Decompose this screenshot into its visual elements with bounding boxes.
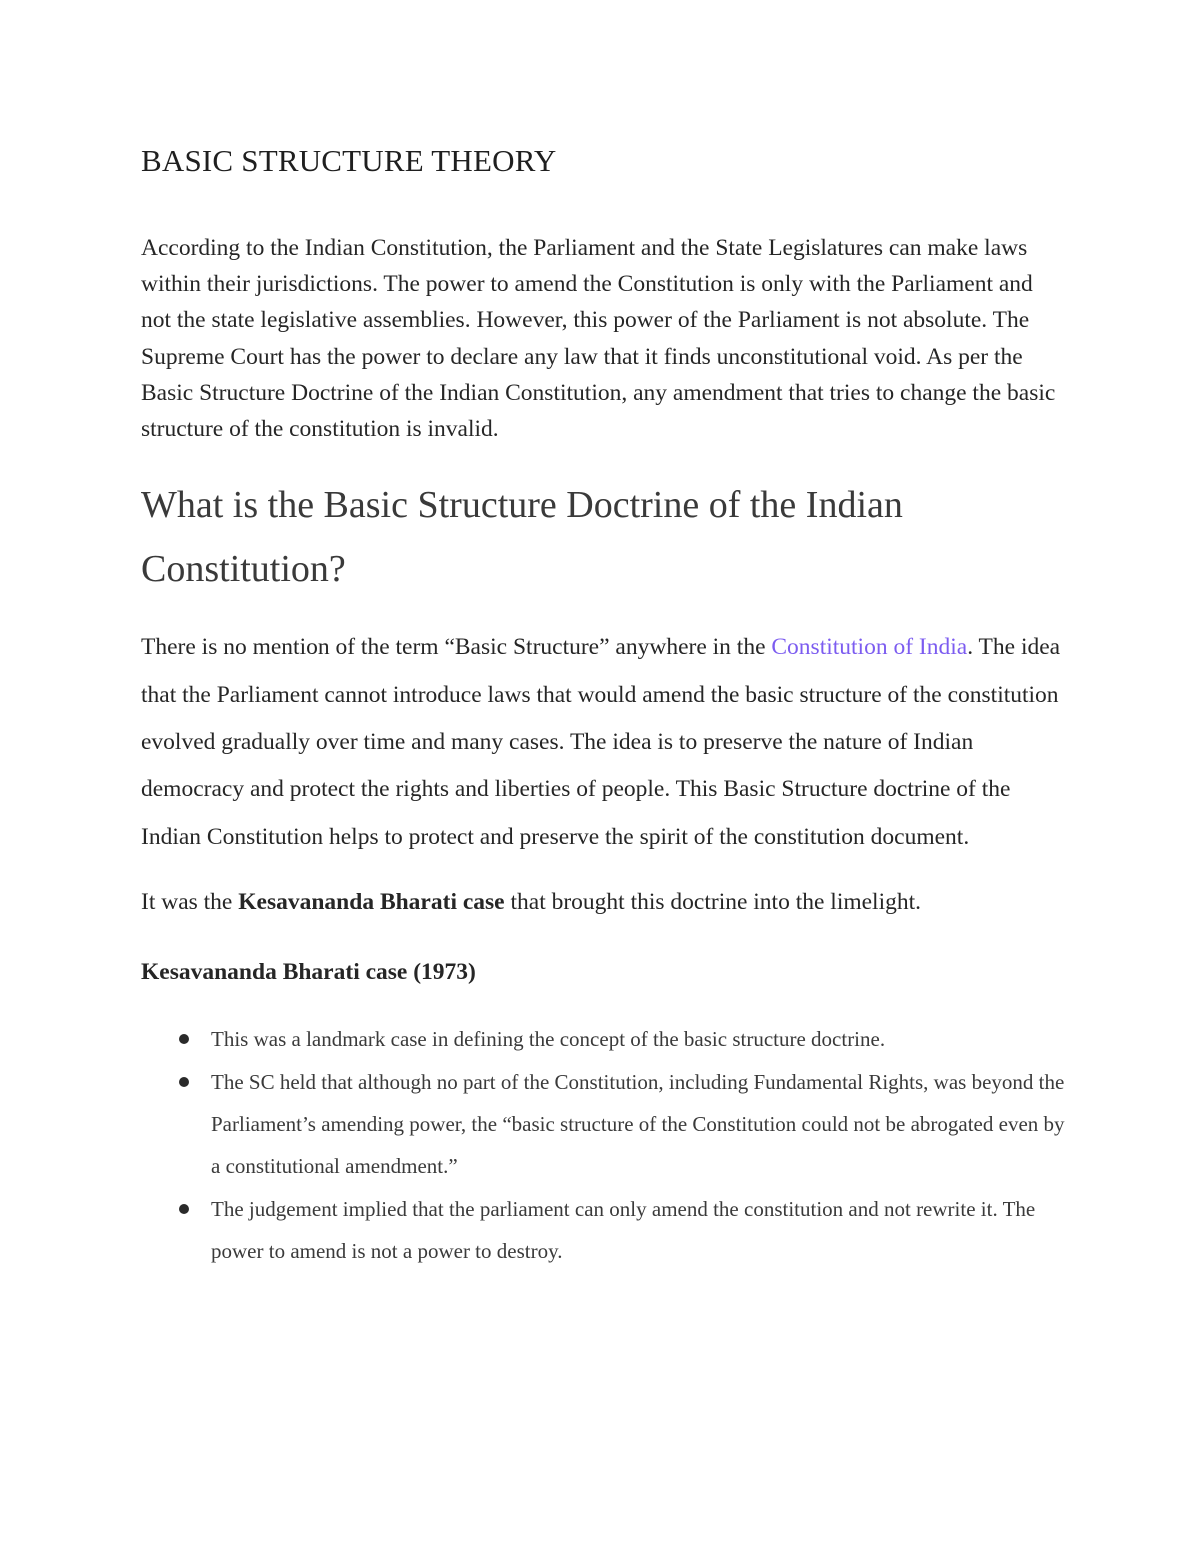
doctrine-text-before-link: There is no mention of the term “Basic Structure” anywhere in the [141, 634, 772, 661]
kesavananda-intro-paragraph [141, 884, 1066, 920]
document-page [141, 140, 1066, 1273]
list-item [141, 1188, 1066, 1273]
kesavananda-text-after: that brought this doctrine into the limelight. [504, 889, 922, 916]
list-item-text: The judgement implied that the parliament can only amend the constitution and not rewrite it. The power to amend is not a power to destroy. [211, 1196, 1036, 1264]
list-item-text: The SC held that although no part of the Constitution, including Fundamental Rights, was beyond the Parliament’s amending power, the “basic structure of the Constitution could not be abrogated even by a constitutional amendment.” [211, 1069, 1065, 1179]
list-item-text: This was a landmark case in defining the concept of the basic structure doctrine. [211, 1027, 886, 1052]
bullet-dot-icon [179, 1204, 189, 1214]
list-item [141, 1061, 1066, 1188]
bullet-dot-icon [179, 1034, 189, 1044]
case-heading: Kesavananda Bharati case (1973) [141, 959, 476, 986]
constitution-of-india-link[interactable]: Constitution of India [771, 634, 968, 661]
case-bullet-list [141, 1018, 1066, 1272]
doctrine-text-after-link: . The idea that the Parliament cannot introduce laws that would amend the basic structure of the constitution evolved gradually over time and many cases. The idea is to preserve the nature of Indian democracy and protect the rights and liberties of people. This Basic Structure doctrine of the Indian Constitution helps to protect and preserve the spirit of the constitution document. [141, 634, 1061, 850]
doctrine-paragraph [141, 624, 1066, 861]
bullet-dot-icon [179, 1077, 189, 1087]
intro-paragraph: According to the Indian Constitution, the Parliament and the State Legislatures can make laws within their jurisdictions. The power to amend the Constitution is only with the Parliament and not the state legislative assemblies. However, this power of the Parliament is not absolute. The Supreme Court has the power to declare any law that it finds unconstitutional void. As per the Basic Structure Doctrine of the Indian Constitution, any amendment that tries to change the basic structure of the constitution is invalid. [141, 235, 1056, 443]
kesavananda-text-before: It was the [141, 889, 239, 916]
list-item [141, 1018, 1066, 1060]
section-heading: What is the Basic Structure Doctrine of the Indian Constitution? [141, 484, 903, 591]
kesavananda-bold-text: Kesavananda Bharati case [238, 889, 505, 916]
document-title: BASIC STRUCTURE THEORY [141, 143, 557, 178]
